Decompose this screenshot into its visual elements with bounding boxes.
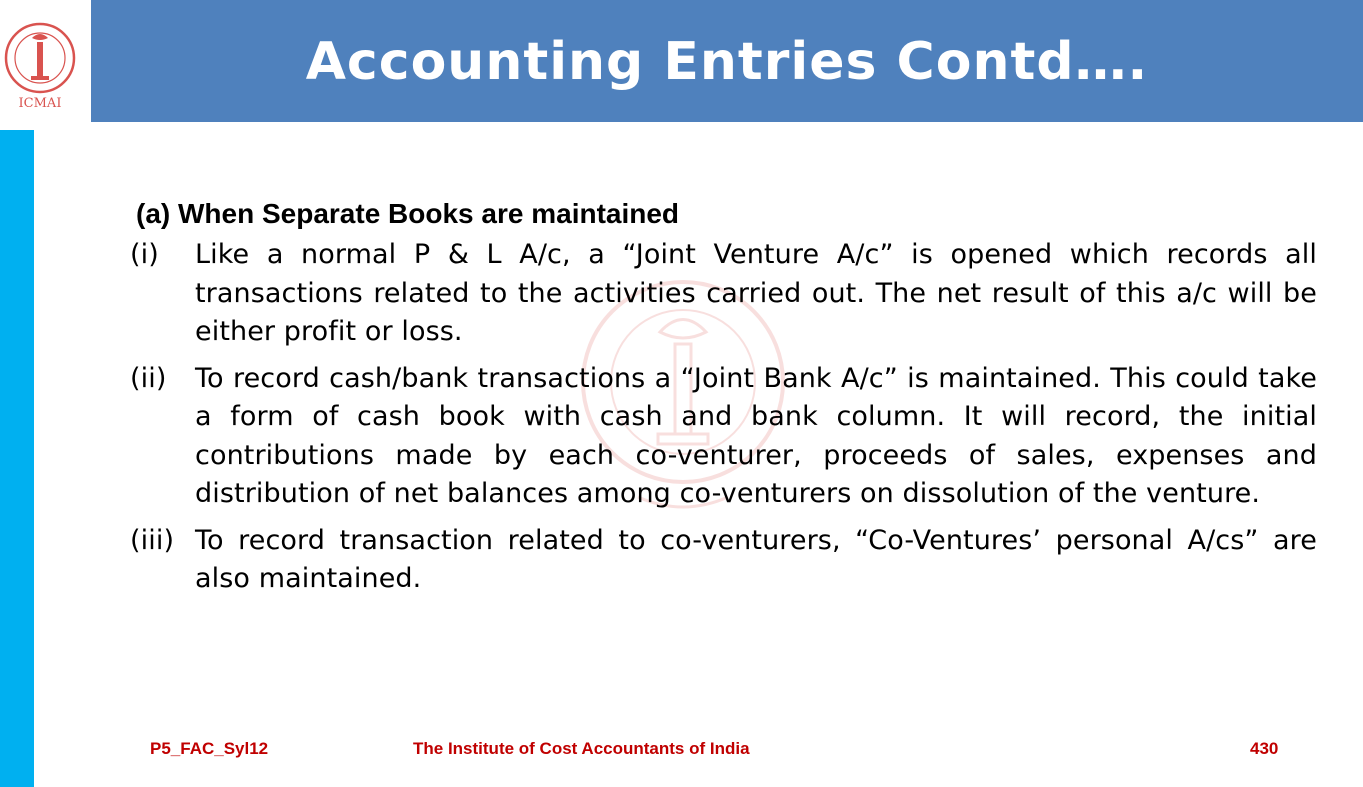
institute-seal-icon	[2, 2, 78, 120]
item-text: To record cash/bank transactions a “Joint Bank A/c” is maintained. This could take a form of cash book with cash and bank column. It will record, the initial contributions made by each co-venturer, proceeds of sales, expenses and distribution of net balances among co-venturers on dissolution of the venture.	[195, 362, 1317, 509]
list-item	[130, 236, 1317, 352]
page-title: Accounting Entries Contd….	[305, 32, 1149, 92]
slide-content	[130, 196, 1317, 607]
item-text: To record transaction related to co-venturers, “Co-Ventures’ personal A/cs” are also maintained.	[195, 524, 1317, 594]
item-number: (i)	[130, 239, 159, 270]
item-number: (ii)	[130, 362, 167, 394]
footer-institute-name: The Institute of Cost Accountants of India	[413, 739, 750, 758]
section-subheading: (a) When Separate Books are maintained	[136, 198, 680, 229]
footer-course-code: P5_FAC_Syl12	[150, 739, 269, 758]
side-accent-bar	[0, 130, 34, 787]
list-item	[130, 360, 1317, 514]
item-text: Like a normal P & L A/c, a “Joint Venture A/c” is opened which records all transactions related to the activities carried out. The net result of this a/c will be either profit or loss.	[195, 239, 1317, 347]
svg-text:ICMAI: ICMAI	[18, 96, 62, 111]
footer-page-number: 430	[1250, 739, 1279, 758]
item-number: (iii)	[130, 524, 175, 556]
list-item	[130, 522, 1317, 599]
logo-container	[0, 0, 91, 122]
title-bar	[91, 0, 1363, 122]
